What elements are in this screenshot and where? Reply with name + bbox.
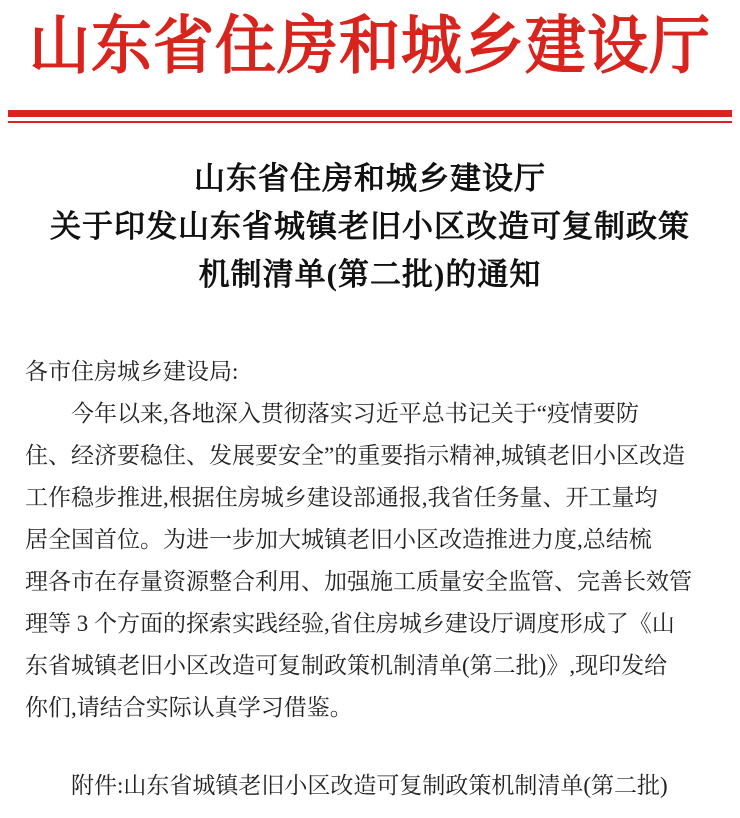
document-title-line-2: 关于印发山东省城镇老旧小区改造可复制政策 (50, 209, 690, 244)
attachment-reference: 附件:山东省城镇老旧小区改造可复制政策机制清单(第二批) (71, 773, 668, 798)
document-title (0, 155, 740, 299)
salutation: 各市住房城乡建设局: (25, 359, 239, 384)
paragraph-line: 东省城镇老旧小区改造可复制政策机制清单(第二批)》,现印发给 (25, 653, 668, 678)
paragraph-line: 今年以来,各地深入贯彻落实习近平总书记关于“疫情要防 (71, 401, 639, 426)
paragraph-line: 你们,请结合实际认真学习借鉴。 (25, 695, 353, 720)
paragraph-line: 工作稳步推进,根据住房城乡建设部通报,我省任务量、开工量均 (25, 485, 658, 510)
document-title-line-3: 机制清单(第二批)的通知 (198, 257, 542, 292)
paragraph-line: 理各市在存量资源整合利用、加强施工质量安全监管、完善长效管 (25, 569, 692, 594)
letterhead-rule-thick (8, 110, 732, 117)
paragraph-line: 理等 3 个方面的探索实践经验,省住房城乡建设厅调度形成了《山 (25, 611, 675, 636)
letterhead-rule-thin (8, 121, 732, 123)
paragraph-line: 居全国首位。为进一步加大城镇老旧小区改造推进力度,总结梳 (25, 527, 652, 552)
document-body (25, 351, 715, 807)
letterhead-org-name: 山东省住房和城乡建设厅 (28, 12, 711, 82)
paragraph-line: 住、经济要稳住、发展要安全”的重要指示精神,城镇老旧小区改造 (25, 443, 685, 468)
document-title-line-1: 山东省住房和城乡建设厅 (194, 161, 546, 196)
